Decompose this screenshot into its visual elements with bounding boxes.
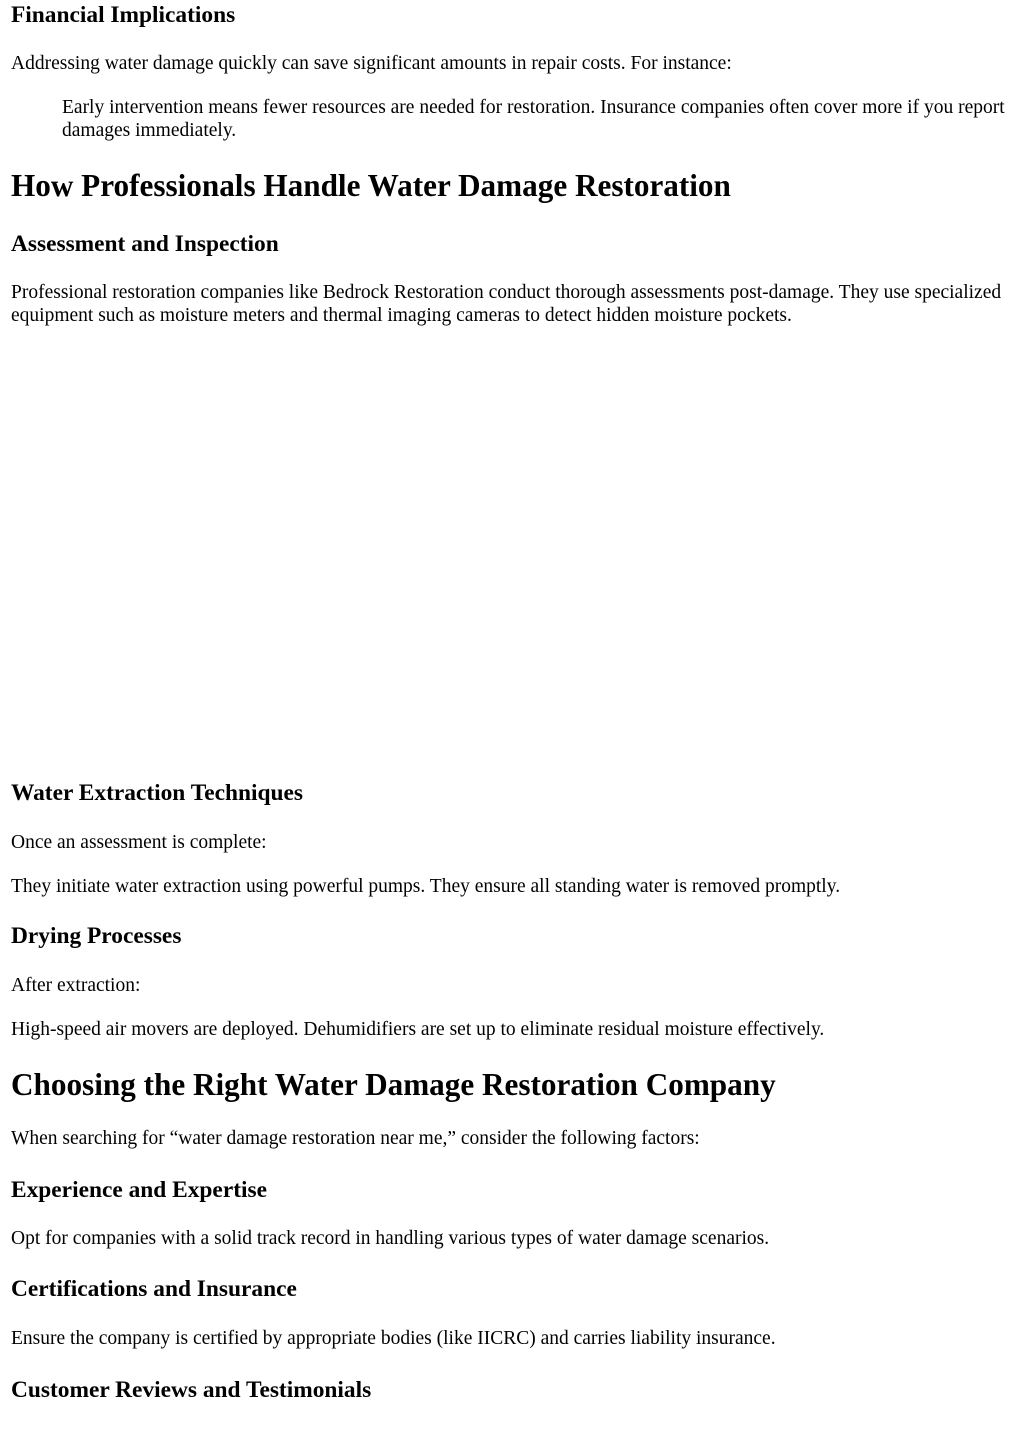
choosing-intro-paragraph: When searching for “water damage restoration near me,” consider the following factors: bbox=[11, 1128, 700, 1149]
assessment-paragraph: Professional restoration companies like Bedrock Restoration conduct thorough assessments post-damage. They use specialized equipment such as moisture meters and thermal imaging cameras to detect hidden moisture pockets. bbox=[11, 282, 1002, 326]
experience-paragraph: Opt for companies with a solid track record in handling various types of water damage scenarios. bbox=[11, 1228, 770, 1249]
water-extraction-heading: Water Extraction Techniques bbox=[11, 780, 303, 806]
how-professionals-heading: How Professionals Handle Water Damage Restoration bbox=[11, 168, 731, 203]
drying-intro-paragraph: After extraction: bbox=[11, 975, 141, 996]
choosing-company-heading: Choosing the Right Water Damage Restoration Company bbox=[11, 1067, 776, 1102]
experience-expertise-heading: Experience and Expertise bbox=[11, 1177, 267, 1203]
drying-processes-heading: Drying Processes bbox=[11, 923, 182, 949]
financial-intro-paragraph: Addressing water damage quickly can save significant amounts in repair costs. For instance: bbox=[11, 53, 732, 74]
blank-media-area bbox=[11, 350, 1011, 760]
drying-paragraph: High-speed air movers are deployed. Dehumidifiers are set up to eliminate residual moisture effectively. bbox=[11, 1019, 825, 1040]
assessment-inspection-heading: Assessment and Inspection bbox=[11, 231, 279, 257]
extraction-intro-paragraph: Once an assessment is complete: bbox=[11, 832, 267, 853]
extraction-paragraph: They initiate water extraction using powerful pumps. They ensure all standing water is removed promptly. bbox=[11, 876, 841, 897]
customer-reviews-heading: Customer Reviews and Testimonials bbox=[11, 1377, 372, 1403]
financial-implications-heading: Financial Implications bbox=[11, 2, 236, 28]
financial-blockquote: Early intervention means fewer resources are needed for restoration. Insurance companies often cover more if you report damages immediately. bbox=[62, 97, 1005, 141]
certifications-paragraph: Ensure the company is certified by appropriate bodies (like IICRC) and carries liability insurance. bbox=[11, 1328, 776, 1349]
certifications-insurance-heading: Certifications and Insurance bbox=[11, 1276, 297, 1302]
